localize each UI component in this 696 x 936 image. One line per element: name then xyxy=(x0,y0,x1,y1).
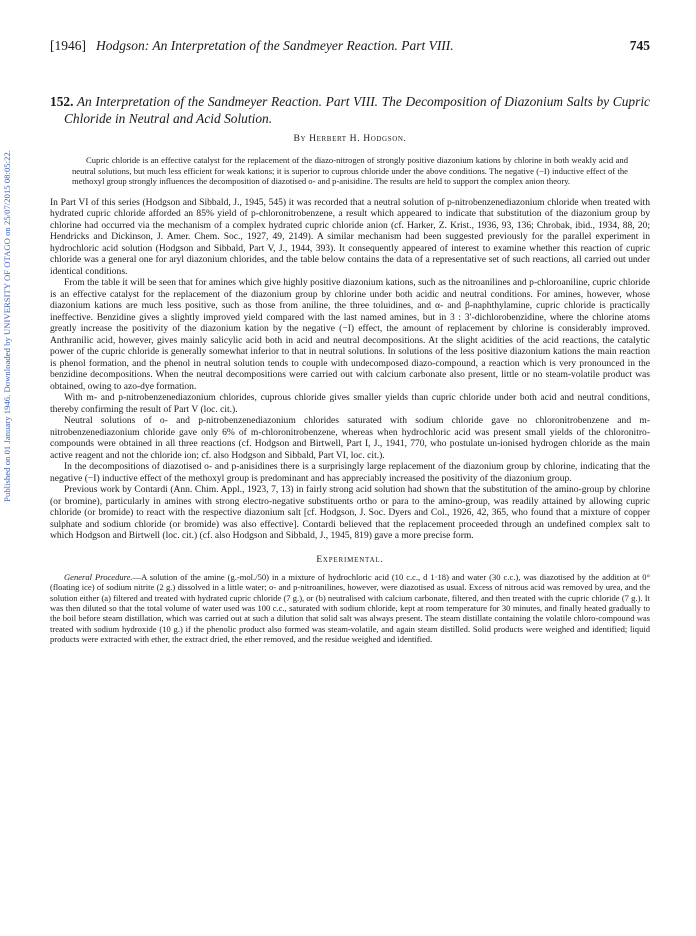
journal-page xyxy=(50,38,650,645)
paragraph-6: Previous work by Contardi (Ann. Chim. Appl., 1923, 7, 13) in fairly strong acid solution had shown that the substitution of the amino-group by chlorine (or bromine), particularly in amines with strong electro-negative substituents ortho or para to the amino-group, was readily attained by allowing cupric chloride (or bromide) to react with the respective diazonium salt [cf. Hodgson, J. Soc. Dyers and Col., 1926, 42, 365, who found that a mixture of copper sulphate and sodium chloride (or bromide) was also effective]. Contardi believed that the replacement proceeded through an undefined complex salt to which Hodgson and Birtwell (loc. cit.) (cf. also Hodgson and Sibbald, J., 1945, 819) gave a more precise form. xyxy=(50,484,650,542)
running-head xyxy=(50,38,650,54)
running-head-year: [1946] xyxy=(50,38,86,53)
article-title-text: An Interpretation of the Sandmeyer Reaction. Part VIII. The Decomposition of Diazonium Salts by Cupric Chloride in Neutral and Acid Solution. xyxy=(64,94,650,126)
running-head-title: Hodgson: An Interpretation of the Sandmeyer Reaction. Part VIII. xyxy=(96,38,454,53)
article-title xyxy=(50,93,650,127)
experimental-procedure xyxy=(50,572,650,645)
abstract: Cupric chloride is an effective catalyst for the replacement of the diazo-nitrogen of strongly positive diazonium kations by chlorine in both weakly acid and neutral solutions, but much less efficient for weak kations; it is superior to cuprous chloride under the above conditions. The negative (−I) inductive effect of the methoxyl group strongly influences the decomposition of diazotised o- and p-anisidine. The results are held to support the complex anion theory. xyxy=(72,155,628,187)
procedure-text: —A solution of the amine (g.-mol./50) in a mixture of hydrochloric acid (10 c.c., d 1·18) and water (30 c.c.), was diazotised by the addition at 0° (floating ice) of sodium nitrite (2 g.) dissolved in a little water; o- and p-nitroanilines, however, were diazotised as usual. Excess of nitrous acid was removed by urea, and the solution either (a) filtered and treated with hydrated cupric chloride (7 g.), or (b) neutralised with calcium carbonate, filtered, and then treated with the cupric chloride (7 g.). It was then diluted so that the total volume of water used was 100 c.c., saturated with sodium chloride, kept at room temperature for 30 minutes, and finally heated gradually to the boil before steam distillation, which was carried out at such a dilution that solid salt was always present. The steam distillate containing the volatile chloro-compound was treated with sodium hydroxide (10 g.) if the phenolic product also formed was steam-volatile, and again steam distilled. Solid products were weighed and identified; liquid products were extracted with ether, the extract dried, the ether removed, and the residue weighed and identified. xyxy=(50,571,650,645)
paragraph-4: Neutral solutions of o- and p-nitrobenzenediazonium chlorides saturated with sodium chloride gave no chloronitrobenzene and m-nitrobenzenediazonium chloride gave only 6% of m-chloronitrobenzene, whereas when hydrochloric acid was present small yields of the chloronitro-compounds were obtained in all three reactions (cf. Hodgson and Birtwell, Part I, J., 1941, 770, who postulate un-ionised hydrogen chloride as the main active reagent and not the chloride ion; cf. also Hodgson and Sibbald, Part VI, loc. cit.). xyxy=(50,415,650,461)
download-watermark xyxy=(2,150,16,670)
article-number: 152. xyxy=(50,94,74,109)
paragraph-2: From the table it will be seen that for amines which give highly positive diazonium kations, such as the nitroanilines and p-chloroaniline, cupric chloride is an effective catalyst for the replacement of the diazonium group by chlorine under both acidic and neutral conditions. For amines, however, whose diazonium kations are much less positive, such as those from aniline, the three toluidines, and α- and β-naphthylamine, cupric chloride is practically ineffective. Benzidine gives a slightly improved yield compared with the last named amines, but in 3 : 3′-dichlorobenzidine, where the chlorine atoms greatly increase the positivity of the diazonium kation by the negative (−I) effect, the amount of replacement by chlorine is considerably improved. Anthranilic acid, however, gives mainly salicylic acid both in acid and neutral decompositions. At the slight acidities of the acid reactions, the catalytic power of the cupric chloride is generally somewhat inferior to that in neutral solutions. In solutions of the less positive diazonium kations the main reaction is phenol formation, and the phenol in neutral solution tends to couple with undecomposed diazo-compound, a reaction which is very pronounced in the benzidine decompositions. When the neutral decompositions were carried out with calcium carbonate also present, little or no steam-volatile product was obtained, owing to azo-dye formation. xyxy=(50,277,650,392)
paragraph-3: With m- and p-nitrobenzenediazonium chlorides, cuprous chloride gives smaller yields than cupric chloride under both acid and neutral conditions, thereby confirming the result of Part V (loc. cit.). xyxy=(50,392,650,415)
page-number: 745 xyxy=(629,38,650,53)
article-author: By Herbert H. Hodgson. xyxy=(293,133,407,144)
download-watermark-text: Published on 01 January 1946. Downloaded by UNIVERSITY OF OTAGO on 25/07/2015 08:05:22. xyxy=(2,150,12,502)
procedure-lead: General Procedure. xyxy=(64,571,133,582)
paragraph-1: In Part VI of this series (Hodgson and Sibbald, J., 1945, 545) it was recorded that a neutral solution of p-nitrobenzenediazonium chloride when treated with hydrated cupric chloride afforded an 85% yield of p-chloronitrobenzene, a result which appeared to indicate that substitution of the diazonium group by chlorine had occurred via the mechanism of a complex hydrated cupric chloride anion (cf. Harker, Z. Krist., 1936, 93, 136; Chrobak, ibid., 1934, 88, 20; Hendricks and Dickinson, J. Amer. Chem. Soc., 1927, 49, 2149). A similar mechanism had been suggested previously for the parallel experiment in hydrochloric acid solution (Hodgson and Sibbald, Part V, J., 1944, 393). It consequently appeared of interest to examine whether this reaction of cupric chloride was a general one for aryl diazonium chlorides, and the table below contains the data of a representative set of such reactions, all carried out under identical conditions. xyxy=(50,196,650,277)
paragraph-5: In the decompositions of diazotised o- and p-anisidines there is a surprisingly large replacement of the diazonium group by chlorine, indicating that the negative (−I) inductive effect of the methoxyl group is predominant and has appreciably increased the positivity of the diazonium group. xyxy=(50,461,650,484)
experimental-heading: Experimental. xyxy=(316,554,384,565)
